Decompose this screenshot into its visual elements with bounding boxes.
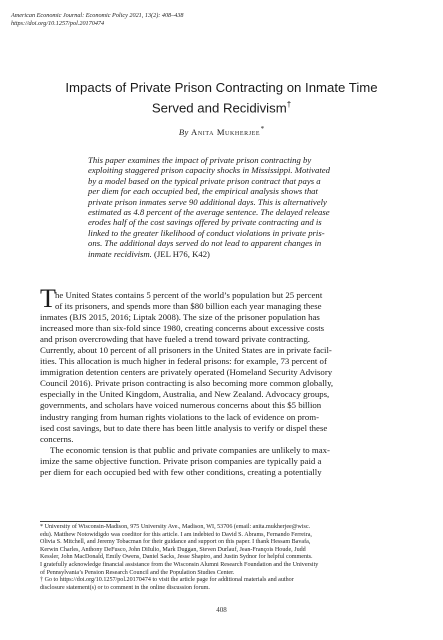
author-footnote-mark[interactable]: * [260, 125, 265, 133]
journal-header [11, 12, 341, 28]
abstract-line: by a model based on the typical private prison contract that pays a [88, 175, 321, 186]
body-line: industry ranging from human rights violations to the lack of evidence on prom- [40, 411, 319, 422]
author-by: By [178, 126, 189, 137]
title-line-1: Impacts of Private Prison Contracting on Inmate Time [65, 80, 378, 95]
footnote-line: of Pennsylvania’s Pension Research Council and the Population Studies Center. [40, 569, 235, 576]
body-line: governments, and scholars have voiced numerous concerns about this $5 billion [40, 400, 322, 411]
footnote-rule [40, 521, 120, 522]
title-line-2-wrap [40, 96, 403, 116]
footnote-line: Kerwin Charles, Anthony DeFusco, John DiIulio, Mark Duggan, Steven Durlauf, Jean-François Houde, Judd [40, 546, 306, 553]
abstract-line: per diem for each occupied bed, the empirical analysis shows that [88, 186, 318, 197]
body-line: ities. This allocation is much higher in federal prisons: for example, 73 percent of [40, 356, 327, 367]
abstract-line: exploiting staggered prison capacity shocks in Mississippi. Motivated [88, 165, 330, 176]
abstract-line: estimated as 4.8 percent of the average sentence. The delayed release [88, 207, 330, 218]
jel-codes: (JEL H76, K42) [154, 248, 210, 259]
title-footnote-mark[interactable]: † [286, 100, 292, 109]
body-text [40, 284, 405, 478]
author-byline [0, 125, 443, 137]
footnotes [40, 524, 410, 592]
body-line: inmates (BJS 2015, 2016; Liptak 2008). The size of the prisoner population has [40, 312, 320, 323]
body-line: of its prisoners, and spends more than $80 billion each year managing these [55, 301, 322, 312]
body-line: concerns. [40, 433, 74, 444]
abstract-line: This paper examines the impact of private prison contracting by [88, 155, 312, 165]
body-line: Council 2016). Private prison contracting is also becoming more common globally, [40, 378, 334, 389]
footnote-line: disclosure statement(s) or to comment in the online discussion forum. [40, 584, 210, 591]
footnote-line: Olivia S. Mitchell, and Jeremy Tobacman for their guidance and support on this paper. I thank Hessam Bavafa, [40, 539, 311, 546]
footnote-line[interactable]: † Go to https://doi.org/10.1257/pol.20170474 to visit the article page for additional materials and author [40, 577, 294, 584]
abstract [88, 155, 368, 259]
page-number: 408 [216, 606, 227, 614]
footnote-line: I gratefully acknowledge financial assistance from the Wisconsin Alumni Research Foundation and the University [40, 561, 319, 568]
body-line: Currently, about 10 percent of all prisoners in the United States are in private facil- [40, 345, 332, 356]
abstract-line: linked to the greater likelihood of conduct violations in private pris- [88, 227, 325, 238]
body-line: ised cost savings, but to date there has been little analysis to verify or dispel these [40, 422, 328, 433]
author-name: Anita Mukherjee [191, 126, 261, 137]
body-line: imize the same objective function. Private prison companies are typically paid a [40, 455, 322, 466]
abstract-line: ons. The additional days served do not lead to apparent changes in [88, 238, 322, 249]
footnote-line: edu). Matthew Notowidigdo was coeditor for this article. I am indebted to David S. Abrams, Fernando Ferreira, [40, 531, 312, 538]
article-title [40, 79, 403, 116]
journal-citation: American Economic Journal: Economic Policy 2021, 13(2): 408–438 [11, 12, 184, 19]
body-line: especially in the United Kingdom, Australia, and New Zealand. Advocacy groups, [40, 389, 330, 400]
body-line: immigration detention centers are privately operated (Homeland Security Advisory [40, 367, 333, 378]
drop-cap: T [40, 284, 56, 313]
abstract-last-line [88, 249, 368, 259]
body-line: The economic tension is that public and private companies are unlikely to max- [50, 444, 330, 455]
footnote-line: Kessler, John MacDonald, Emily Owens, Daniel Sacks, Jesse Shapiro, and Justin Sydnor for helpful comments. [40, 554, 313, 561]
title-line-2: Served and Recidivism [151, 100, 287, 116]
body-line: he United States contains 5 percent of the world’s population but 25 percent [55, 290, 323, 300]
footnote-line: * University of Wisconsin-Madison, 975 University Ave., Madison, WI, 53706 (email: anita.mukherjee@wisc. [40, 524, 311, 530]
abstract-line: private prison inmates serve 90 additional days. This is alternatively [88, 196, 327, 207]
doi-link[interactable]: https://doi.org/10.1257/pol.20170474 [11, 20, 105, 27]
abstract-last-text: inmate recidivism. [88, 248, 152, 259]
abstract-line: erodes half of the cost savings offered by private contracting and is [88, 217, 322, 228]
body-line: and prison overcrowding that have fueled a trend toward private contracting. [40, 334, 310, 345]
body-line: increased more than six-fold since 1980, creating concerns about excessive costs [40, 323, 325, 334]
body-line: per diem for each occupied bed with few other conditions, creating a potentially [40, 466, 322, 477]
